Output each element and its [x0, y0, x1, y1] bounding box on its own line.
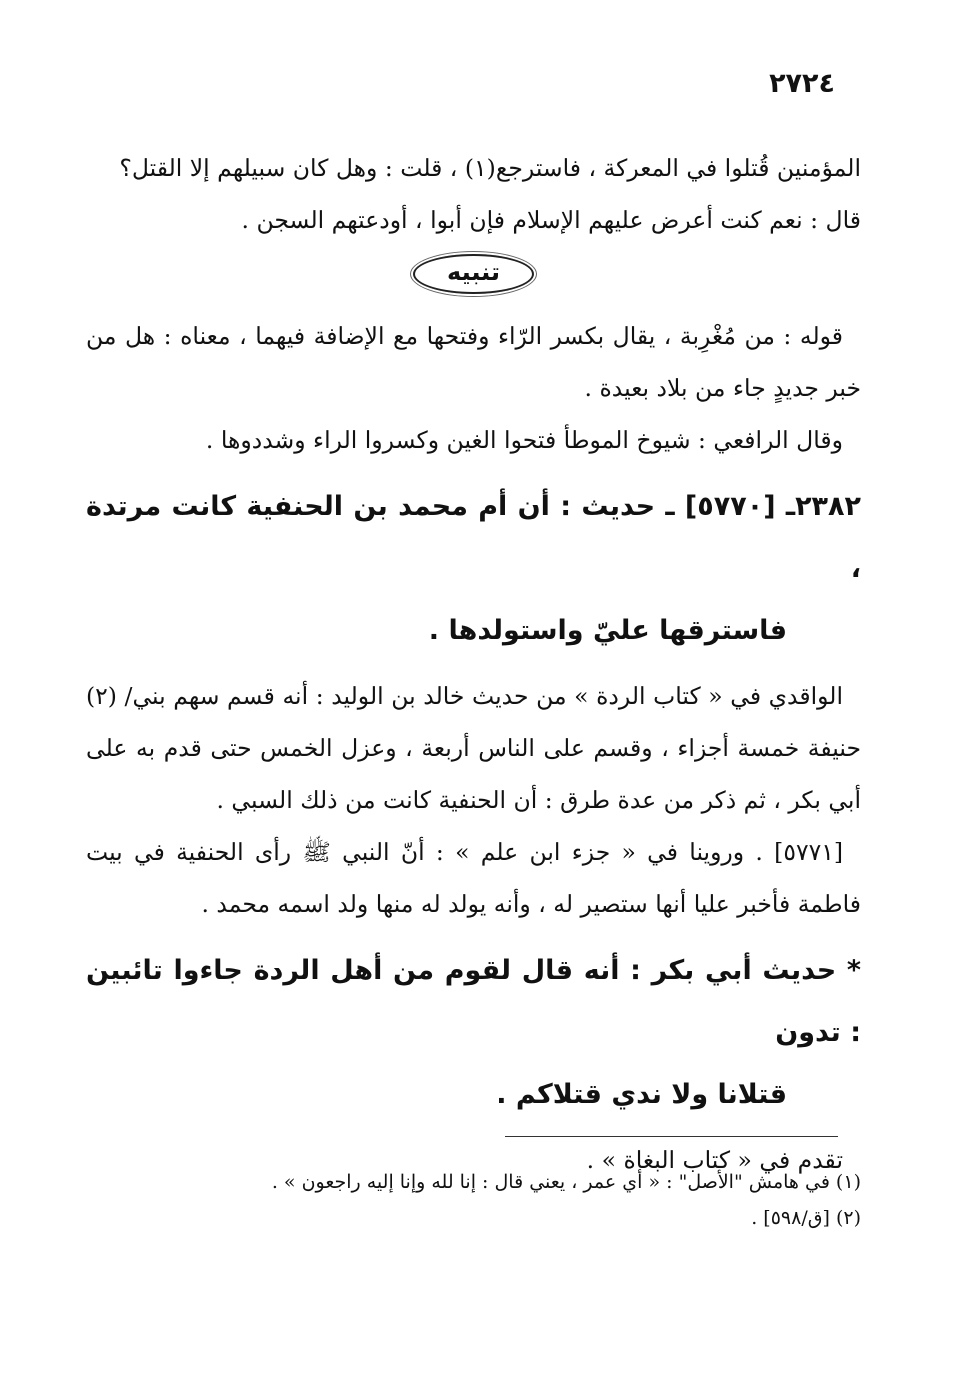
- tanbih-heading: تنبيه: [413, 254, 534, 294]
- paragraph-waqidi: الواقدي في « كتاب الردة » من حديث خالد بن الوليد : أنه قسم سهم بني/ (٢) حنيفة خمسة أجزاء ، وقسم على الناس أربعة ، وعزل الخمس حتى قدم به على أبي بكر ، ثم ذكر من عدة طرق : أن الحنفية كانت من ذلك السبي .: [86, 682, 861, 814]
- footnotes: [180, 1164, 861, 1236]
- paragraph-cross-reference: تقدم في « كتاب البغاة » .: [586, 1146, 843, 1174]
- paragraph-tanbih-note: قوله : من مُغْرِبة ، يقال بكسر الرّاء وفتحها مع الإضافة فيهما ، معناه : هل من خبر جديدٍ جاء من بلاد بعيدة .: [86, 322, 861, 402]
- tanbih-heading-box: [86, 254, 861, 294]
- hadith-heading-2382-line1: ٢٣٨٢ـ [٥٧٧٠] ـ حديث : أن أم محمد بن الحنفية كانت مرتدة ،: [86, 491, 861, 584]
- footnote-1: (١) في هامش "الأصل" : « أي عمر ، يعني قال : إنا لله وإنا إليه راجعون » .: [271, 1171, 861, 1193]
- hadith-heading-2382-line2: فاسترقها عليّ واستولدها .: [428, 615, 787, 646]
- paragraph-continuation-line1: المؤمنين قُتلوا في المعركة ، فاسترجع(١) ، قلت : وهل كان سبيلهم إلا القتل؟: [119, 154, 861, 182]
- paragraph-continuation-line2: قال : نعم كنت أعرض عليهم الإسلام فإن أبوا ، أودعتهم السجن .: [241, 206, 861, 234]
- main-text: [86, 142, 861, 1186]
- hadith-heading-2382: [86, 476, 861, 662]
- footnote-2: (٢) [ق/٥٩٨] .: [751, 1207, 861, 1229]
- page-number: ٢٧٢٤: [769, 68, 835, 99]
- hadith-heading-abu-bakr: [86, 940, 861, 1126]
- paragraph-rafii-note: وقال الرافعي : شيوخ الموطأ فتحوا الغين وكسروا الراء وشددوها .: [205, 426, 843, 454]
- paragraph-juz-ibn-alam: [٥٧٧١] . وروينا في « جزء ابن علم » : أنّ النبي ﷺ رأى الحنفية في بيت فاطمة فأخبر عليا أنها ستصير له ، وأنه يولد له منها ولد اسمه محمد .: [86, 838, 861, 918]
- footnote-divider: [505, 1136, 838, 1137]
- hadith-heading-abu-bakr-line1: * حديث أبي بكر : أنه قال لقوم من أهل الردة جاءوا تائبين : تدون: [86, 955, 861, 1048]
- hadith-heading-abu-bakr-line2: قتلانا ولا ندي قتلاكم .: [496, 1079, 787, 1110]
